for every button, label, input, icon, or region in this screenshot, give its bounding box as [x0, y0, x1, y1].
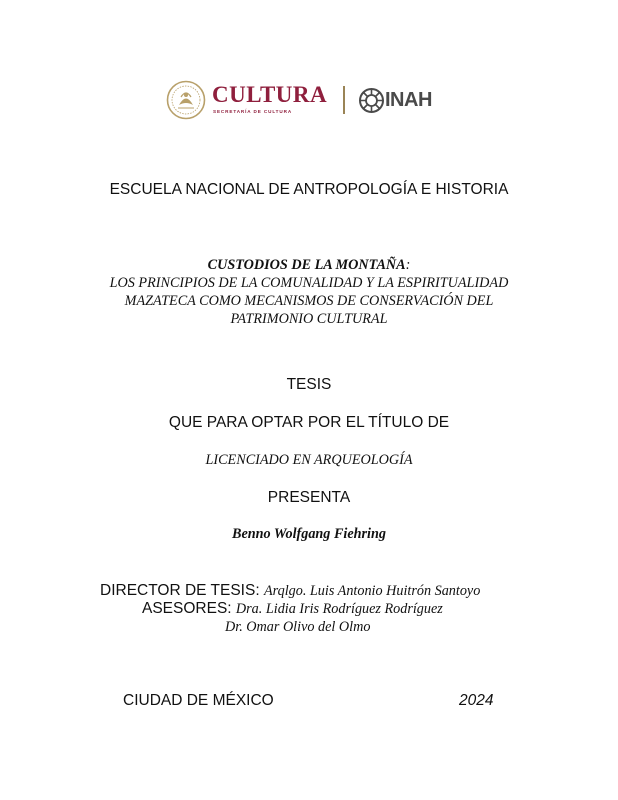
cultura-logo-text: CULTURA [212, 82, 328, 107]
thesis-title-colon: : [405, 257, 411, 273]
asesor-name: Dr. Omar Olivo del Olmo [225, 619, 371, 635]
author-name: Benno Wolfgang Fiehring [231, 526, 386, 542]
asesores-label: ASESORES: [142, 600, 232, 617]
thesis-subtitle-line: PATRIMONIO CULTURAL [230, 311, 388, 327]
thesis-subtitle-line: MAZATECA COMO MECANISMOS DE CONSERVACIÓN DEL [124, 293, 494, 309]
director-line [100, 582, 480, 600]
degree-title: LICENCIADO EN ARQUEOLOGÍA [205, 452, 413, 468]
school-name: ESCUELA NACIONAL DE ANTROPOLOGÍA E HISTORIA [109, 181, 509, 198]
thesis-title-main: CUSTODIOS DE LA MONTAÑA [207, 257, 406, 273]
document-type: TESIS [286, 376, 332, 393]
asesores-line [142, 600, 443, 618]
presenta-label: PRESENTA [267, 489, 351, 506]
national-seal-icon [166, 80, 206, 120]
degree-intro: QUE PARA OPTAR POR EL TÍTULO DE [168, 414, 450, 431]
header-logos [166, 80, 446, 122]
thesis-title [0, 256, 618, 328]
inah-logo-text: INAH [385, 89, 432, 111]
city: CIUDAD DE MÉXICO [123, 692, 274, 709]
cultura-logo-subtitle: SECRETARÍA DE CULTURA [213, 109, 293, 114]
asesor-name: Dra. Lidia Iris Rodríguez Rodríguez [235, 601, 443, 617]
inah-emblem-icon [358, 87, 385, 114]
logo-divider [343, 86, 345, 114]
director-label: DIRECTOR DE TESIS: [100, 582, 260, 599]
director-name: Arqlgo. Luis Antonio Huitrón Santoyo [263, 583, 481, 599]
thesis-subtitle-line: LOS PRINCIPIOS DE LA COMUNALIDAD Y LA ESPIRITUALIDAD [109, 275, 509, 291]
year: 2024 [459, 692, 494, 709]
